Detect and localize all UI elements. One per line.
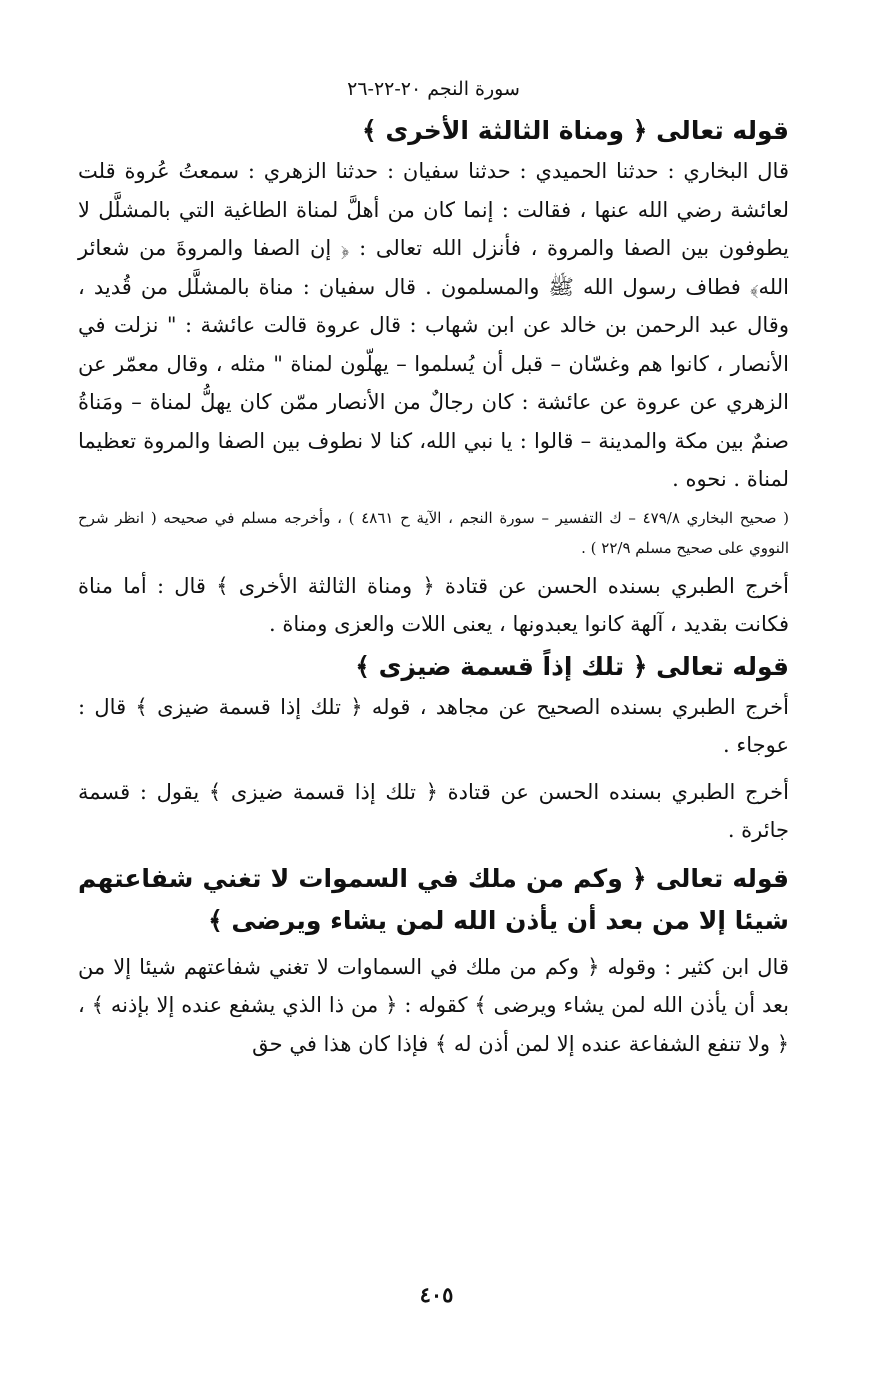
running-header: سورة النجم ٢٠-٢٢-٢٦ (347, 78, 520, 100)
paragraph-ibn-kathir: قال ابن كثير : وقوله ﴿ وكم من ملك في السماوات لا تغني شفاعتهم شيئا إلا من بعد أن يأذن الله لمن يشاء ويرضى ﴾ كقوله : ﴿ من ذا الذي يشفع عنده إلا بإذنه ﴾ ، ﴿ ولا تنفع الشفاعة عنده إلا لمن أذن له ﴾ فإذا كان هذا في حق (78, 954, 789, 1056)
section-shafaa (78, 858, 789, 1064)
paragraph-tabari-qatada: أخرج الطبري بسنده الحسن عن قتادة ﴿ ومناة الثالثة الأخرى ﴾ قال : أما مناة فكانت بقديد ، آلهة كانوا يعبدونها ، يعنى اللات والعزى ومناة . (78, 573, 789, 636)
paragraph-tabari-mujahid: أخرج الطبري بسنده الصحيح عن مجاهد ، قوله ﴿ تلك إذا قسمة ضيزى ﴾ قال : عوجاء . (78, 694, 789, 757)
paragraph-bukhari: قال البخاري : حدثنا الحميدي : حدثنا سفيان : حدثنا الزهري : سمعتُ عُروة قلت لعائشة رضي الله عنها ، فقالت : إنما كان من أهلَّ لمناة الطاغية التي بالمشلَّل لا يطوفون بين الصفا والمروة ، فأنزل الله تعالى : ﴿ إن الصفا والمروةَ من شعائر الله﴾ فطاف رسول الله ﷺ والمسلمون . قال سفيان : مناة بالمشلَّل من قُديد ، وقال عبد الرحمن بن خالد عن ابن شهاب : قال عروة قالت عائشة : " نزلت في الأنصار ، كانوا هم وغسّان – قبل أن يُسلموا – يهلّون لمناة " مثله ، وقال معمّر عن الزهري عن عروة عن عائشة : كان رجالٌ من الأنصار ممّن كان يهلُّ لمناة – ومَناةُ صنمٌ بين مكة والمدينة – قالوا : يا نبي الله، كنا لا نطوف بين الصفا والمروة تعظيما لمناة . نحوه . (78, 159, 789, 491)
section-heading: قوله تعالى ﴿ وكم من ملك في السموات لا تغني شفاعتهم شيئا إلا من بعد أن يأذن الله لمن يشاء ويرضى ﴾ (78, 863, 789, 935)
paragraph-tabari-qatada-2: أخرج الطبري بسنده الحسن عن قتادة ﴿ تلك إذا قسمة ضيزى ﴾ يقول : قسمة جائرة . (78, 779, 789, 842)
section-heading: قوله تعالى ﴿ ومناة الثالثة الأخرى ﴾ (361, 116, 789, 145)
section-qisma-dizaa (78, 646, 789, 850)
section-manat (78, 110, 789, 644)
section-heading: قوله تعالى ﴿ تلك إذاً قسمة ضيزى ﴾ (355, 651, 789, 681)
page-number: ٤٠٥ (419, 1282, 454, 1307)
footnote-reference: ( صحيح البخاري ٤٧٩/٨ – ك التفسير – سورة النجم ، الآية ح ٤٨٦١ ) ، وأخرجه مسلم في صحيحه ( انظر شرح النووي على صحيح مسلم ٢٢/٩ ) . (78, 508, 789, 557)
